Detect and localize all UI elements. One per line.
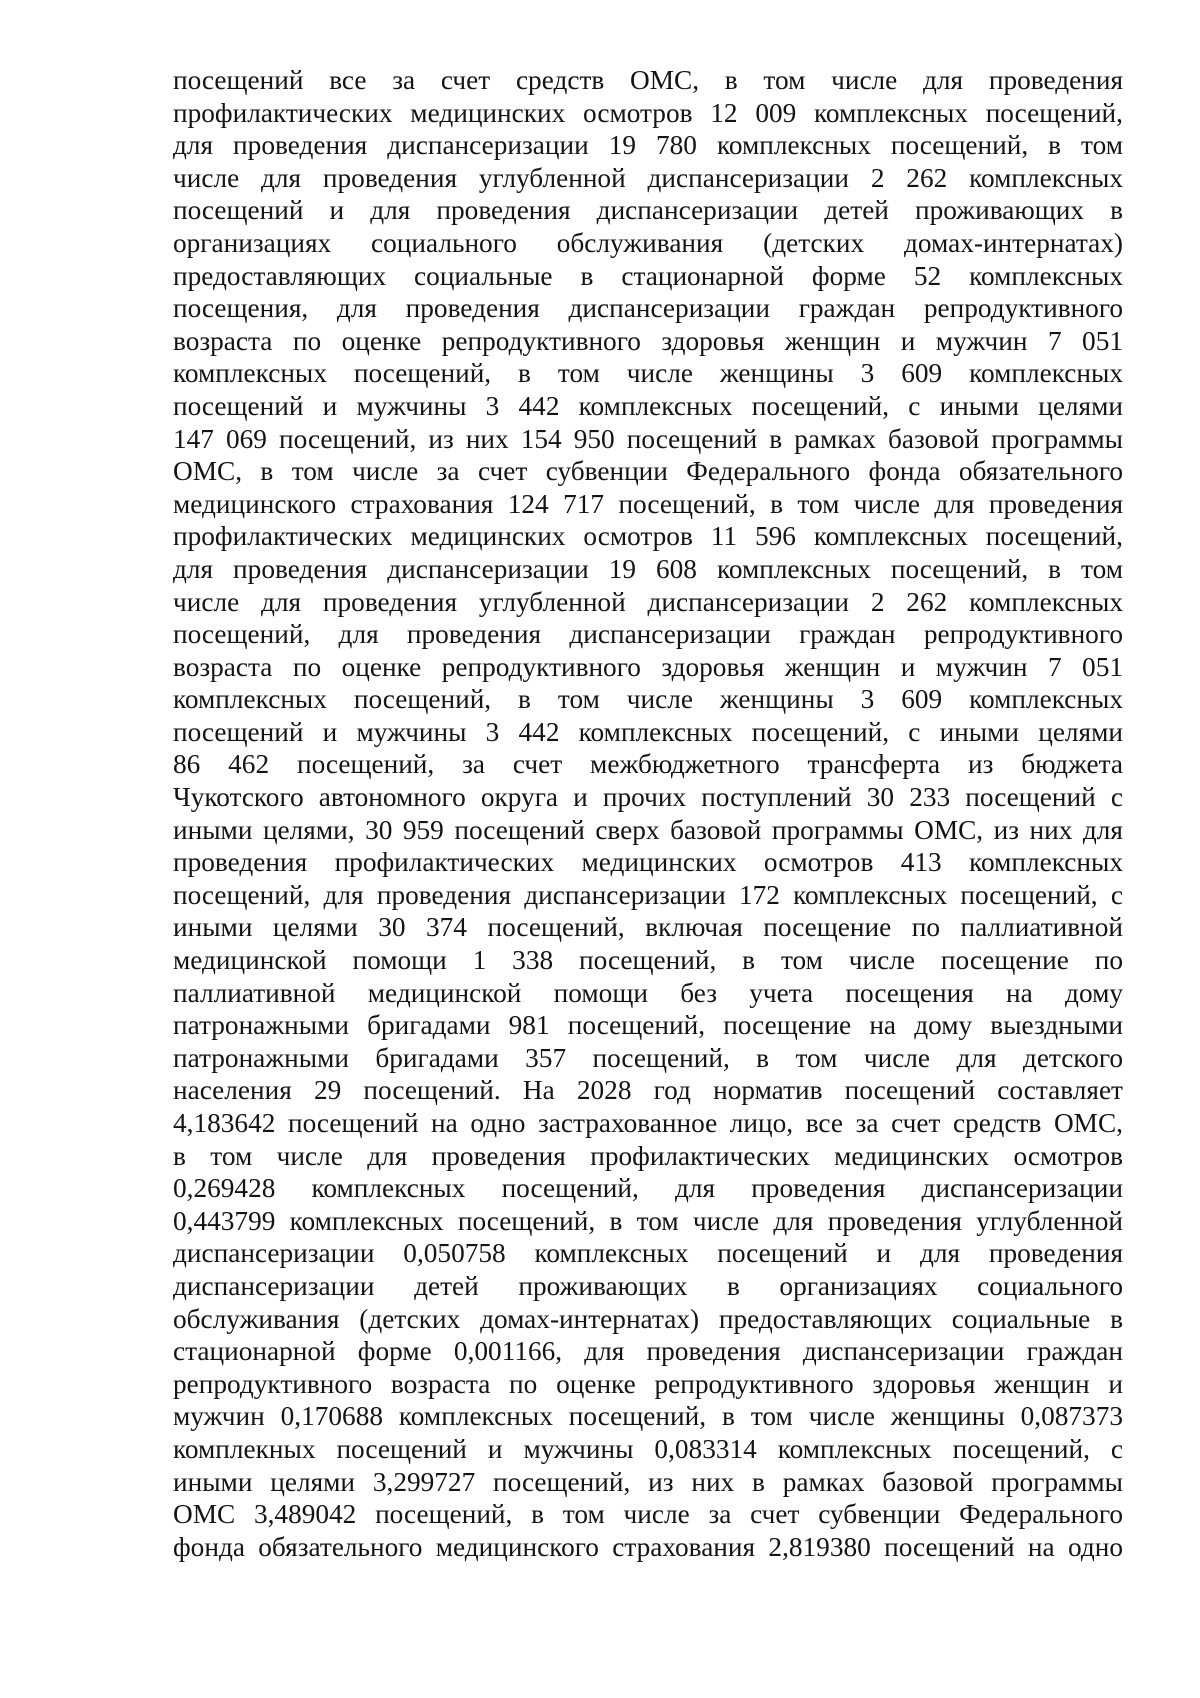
text-line: посещений и мужчины 3 442 комплексных посещений, с иными целями: [173, 390, 1123, 421]
text-line: стационарной форме 0,001166, для проведения диспансеризации граждан: [173, 1336, 1123, 1367]
text-line: иными целями, 30 959 посещений сверх базовой программы ОМС, из них для: [173, 814, 1123, 845]
text-line: мужчин 0,170688 комплексных посещений, в том числе женщины 0,087373: [173, 1401, 1123, 1432]
text-line: возраста по оценке репродуктивного здоровья женщин и мужчин 7 051: [173, 325, 1123, 356]
text-line: медицинской помощи 1 338 посещений, в том числе посещение по: [173, 945, 1123, 976]
text-line: патронажными бригадами 357 посещений, в том числе для детского: [173, 1042, 1123, 1073]
text-line: посещений, для проведения диспансеризации 172 комплексных посещений, с: [173, 879, 1123, 910]
body-text: [173, 64, 1123, 1563]
text-line: числе для проведения углубленной диспансеризации 2 262 комплексных: [173, 586, 1123, 617]
text-line: 86 462 посещений, за счет межбюджетного трансферта из бюджета: [173, 749, 1123, 780]
text-line: 147 069 посещений, из них 154 950 посещений в рамках базовой программы: [173, 423, 1123, 454]
text-line: числе для проведения углубленной диспансеризации 2 262 комплексных: [173, 162, 1123, 193]
text-line: обслуживания (детских домах-интернатах) предоставляющих социальные в: [173, 1303, 1123, 1334]
text-line: возраста по оценке репродуктивного здоровья женщин и мужчин 7 051: [173, 651, 1123, 682]
text-line: паллиативной медицинской помощи без учета посещения на дому: [173, 977, 1123, 1008]
text-line: посещений все за счет средств ОМС, в том числе для проведения: [173, 65, 1123, 95]
text-line: комплекных посещений и мужчины 0,083314 комплексных посещений, с: [173, 1433, 1123, 1464]
text-line: иными целями 30 374 посещений, включая посещение по паллиативной: [173, 912, 1123, 943]
text-line: медицинского страхования 124 717 посещений, в том числе для проведения: [173, 488, 1123, 519]
text-line: репродуктивного возраста по оценке репродуктивного здоровья женщин и: [173, 1368, 1123, 1399]
text-line: для проведения диспансеризации 19 608 комплексных посещений, в том: [173, 553, 1123, 584]
text-line: населения 29 посещений. На 2028 год норматив посещений составляет: [173, 1075, 1123, 1106]
text-line: ОМС 3,489042 посещений, в том числе за счет субвенции Федерального: [173, 1499, 1123, 1530]
text-line: в том числе для проведения профилактических медицинских осмотров: [173, 1140, 1123, 1171]
text-line: комплексных посещений, в том числе женщины 3 609 комплексных: [173, 358, 1123, 389]
text-line: диспансеризации детей проживающих в организациях социального: [173, 1270, 1123, 1301]
text-line: иными целями 3,299727 посещений, из них в рамках базовой программы: [173, 1466, 1123, 1497]
text-line: ОМС, в том числе за счет субвенции Федерального фонда обязательного: [173, 456, 1123, 487]
text-line: посещений, для проведения диспансеризации граждан репродуктивного: [173, 619, 1123, 650]
text-line: Чукотского автономного округа и прочих поступлений 30 233 посещений с: [173, 782, 1123, 813]
text-line: 4,183642 посещений на одно застрахованное лицо, все за счет средств ОМС,: [173, 1108, 1123, 1138]
text-line: диспансеризации 0,050758 комплексных посещений и для проведения: [173, 1238, 1123, 1269]
text-line: для проведения диспансеризации 19 780 комплексных посещений, в том: [173, 130, 1123, 161]
text-line: посещения, для проведения диспансеризации граждан репродуктивного: [173, 293, 1123, 324]
text-line: профилактических медицинских осмотров 12 009 комплексных посещений,: [173, 97, 1123, 128]
text-line: комплексных посещений, в том числе женщины 3 609 комплексных: [173, 684, 1123, 715]
text-line: 0,269428 комплексных посещений, для проведения диспансеризации: [173, 1173, 1123, 1204]
text-line: фонда обязательного медицинского страхования 2,819380 посещений на одно: [173, 1531, 1123, 1562]
text-line: предоставляющих социальные в стационарной форме 52 комплексных: [173, 260, 1123, 291]
text-line: организациях социального обслуживания (детских домах-интернатах): [173, 227, 1123, 258]
text-line: профилактических медицинских осмотров 11 596 комплексных посещений,: [173, 521, 1123, 552]
text-line: проведения профилактических медицинских осмотров 413 комплексных: [173, 847, 1123, 878]
text-line: 0,443799 комплексных посещений, в том числе для проведения углубленной: [173, 1205, 1123, 1236]
text-line: посещений и для проведения диспансеризации детей проживающих в: [173, 195, 1123, 226]
text-line: патронажными бригадами 981 посещений, посещение на дому выездными: [173, 1010, 1123, 1041]
text-line: посещений и мужчины 3 442 комплексных посещений, с иными целями: [173, 716, 1123, 747]
